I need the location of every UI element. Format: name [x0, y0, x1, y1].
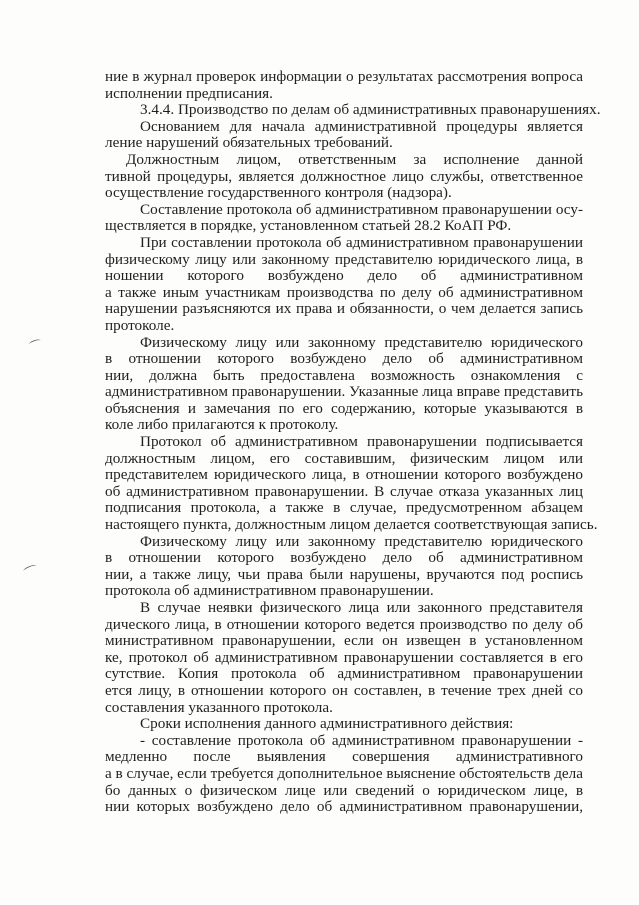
text-line: - составление протокола об административном правонарушении -	[140, 732, 583, 749]
text-line: сутствие. Копия протокола об административном правонарушении	[105, 666, 583, 683]
text-line: нии, должна быть предоставлена возможность ознакомления с	[105, 367, 583, 384]
text-line: составления указанного протокола.	[105, 698, 333, 716]
text-line: представителем юридического лица, в отношении которого возбуждено	[105, 467, 583, 484]
text-line: нарушении разъясняются их права и обязанности, о чем делается запись	[105, 301, 583, 318]
text-line: ется лицу, в отношении которого он составлен, в течение трех дней со	[105, 682, 583, 699]
text-line: В случае неявки физического лица или законного представителя	[140, 600, 583, 616]
text-line: административном правонарушении. Указанные лица вправе представить	[105, 384, 583, 401]
document-body	[105, 69, 601, 816]
text-line: Основанием для начала административной процедуры является	[140, 118, 583, 135]
text-line: нии, а также лицу, чьи права были нарушены, вручаются под роспись	[105, 566, 583, 583]
text-line: а в случае, если требуется дополнительное выяснение обстоятельств дела	[105, 765, 583, 782]
text-line: в отношении которого возбуждено дело об административном	[105, 351, 583, 368]
text-line: должностным лицом, его составившим, физическим лицом или	[105, 450, 583, 467]
text-line: При составлении протокола об административном правонарушении	[140, 234, 583, 251]
text-line: министративном правонарушении, если он извещен в установленном	[105, 633, 583, 650]
text-line: бо данных о физическом лице или сведений о юридическом лице, в	[105, 782, 583, 799]
text-line: Физическому лицу или законному представителю юридического	[140, 533, 583, 550]
text-line: дического лица, в отношении которого ведется производство по делу об	[105, 616, 583, 633]
text-line: коле либо прилагаются к протоколу.	[105, 416, 339, 434]
text-line: Должностным лицом, ответственным за исполнение данной	[126, 151, 583, 168]
text-line: ношении которого возбуждено дело об административном	[105, 268, 583, 285]
text-line: осуществление государственного контроля (надзора).	[105, 184, 452, 202]
text-line: настоящего пункта, должностным лицом делается соответствующая запись.	[105, 516, 598, 534]
text-line: тивной процедуры, является должностное лицо службы, ответственное	[105, 168, 583, 185]
text-line: ление нарушений обязательных требований.	[105, 134, 393, 152]
text-line: Протокол об административном правонарушении подписывается	[140, 434, 583, 451]
text-line: в отношении которого возбуждено дело об административном	[105, 550, 583, 567]
margin-mark-top	[29, 338, 42, 346]
text-line: Составление протокола об административном правонарушении осу-	[140, 201, 583, 218]
text-line: объяснения и замечания по его содержанию, которые указываются в	[105, 400, 583, 417]
text-line: исполнении предписания.	[105, 84, 273, 102]
text-line: ние в журнал проверок информации о результатах рассмотрения вопроса	[105, 69, 583, 85]
text-line: физическому лицу или законному представителю юридического лица, в	[105, 251, 583, 268]
text-line: медленно после выявления совершения административного	[105, 749, 583, 766]
text-line: протокола об административном правонарушении.	[105, 582, 434, 600]
text-line: 3.4.4. Производство по делам об административных правонарушениях.	[140, 101, 601, 119]
text-line: Физическому лицу или законному представителю юридического	[140, 334, 583, 351]
text-line: протоколе.	[105, 316, 175, 334]
text-line: подписания протокола, а также в случае, предусмотренном абзацем	[105, 500, 583, 517]
margin-mark-bottom	[23, 564, 38, 574]
text-line: а также иным участникам производства по делу об административном	[105, 284, 583, 301]
text-line: об административном правонарушении. В случае отказа указанных лиц	[105, 483, 583, 500]
text-line: нии которых возбуждено дело об административном правонарушении,	[105, 799, 583, 816]
text-line: ществляется в порядке, установленном статьей 28.2 КоАП РФ.	[105, 217, 512, 235]
text-line: Сроки исполнения данного административного действия:	[140, 715, 514, 733]
text-line: ке, протокол об административном правонарушении составляется в его	[105, 649, 583, 666]
